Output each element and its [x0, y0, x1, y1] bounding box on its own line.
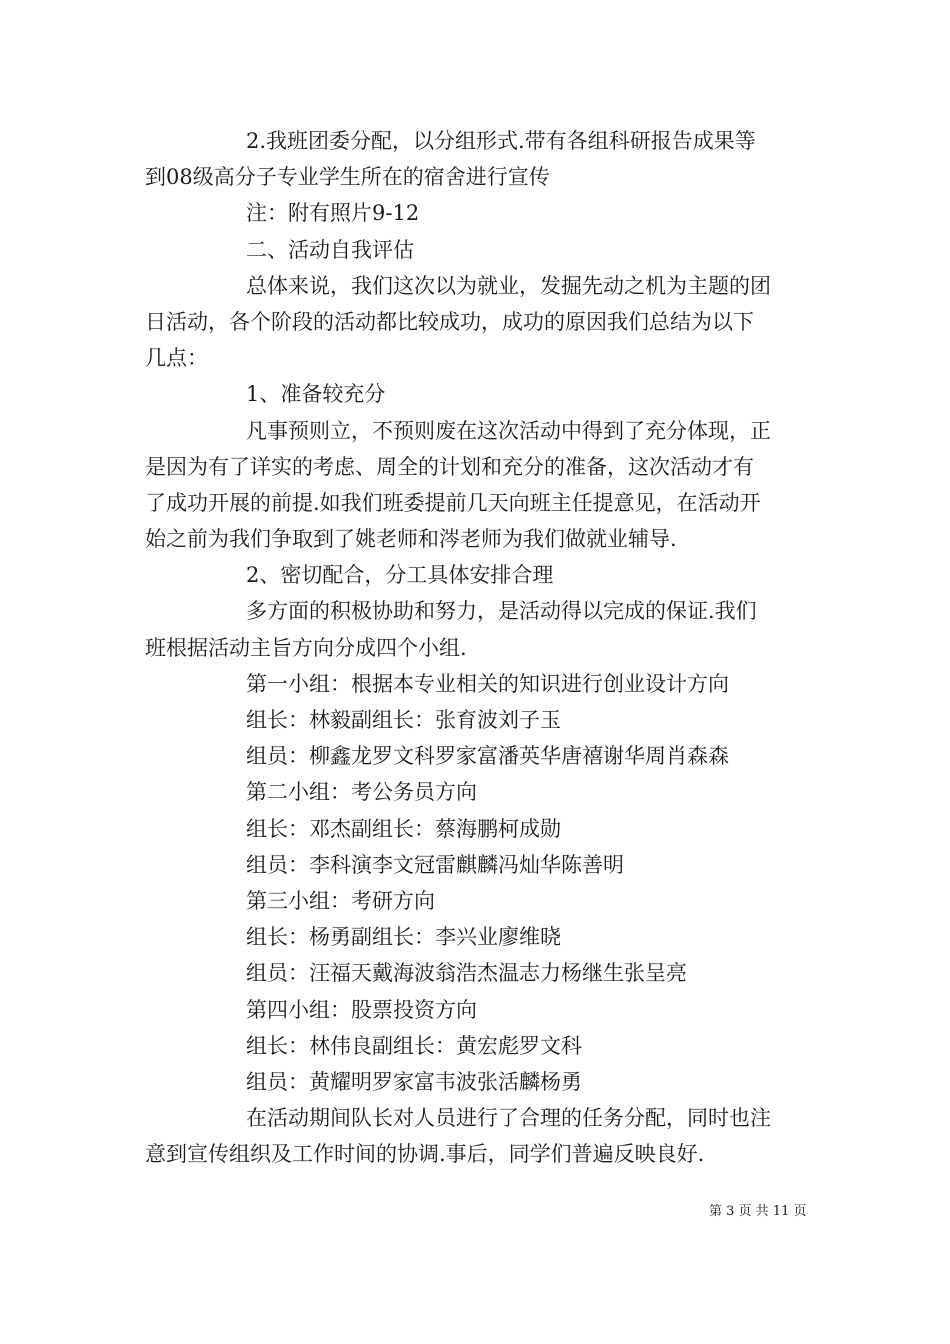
group-leaders: 组长：邓杰副组长：蔡海鹏柯成勋	[246, 816, 561, 841]
paragraph-line: 2.我班团委分配，以分组形式.带有各组科研报告成果等	[246, 129, 756, 153]
paragraph-line: 凡事预则立，不预则废在这次活动中得到了充分体现，正	[246, 418, 771, 443]
group-leaders: 组长：林毅副组长：张育波刘子玉	[246, 708, 561, 732]
paragraph-line: 在活动期间队长对人员进行了合理的任务分配，同时也注	[246, 1106, 771, 1131]
paragraph-line: 始之前为我们争取到了姚老师和涔老师为我们做就业辅导.	[145, 527, 677, 552]
group-members: 组员：柳鑫龙罗文科罗家富潘英华唐禧谢华周肖森森	[246, 744, 729, 769]
group-leaders: 组长：林伟良副组长：黄宏彪罗文科	[246, 1033, 582, 1058]
group-title: 第二小组：考公务员方向	[246, 780, 477, 805]
group-members: 组员：李科演李文冠雷麒麟冯灿华陈善明	[246, 852, 624, 877]
paragraph-line: 日活动，各个阶段的活动都比较成功，成功的原因我们总结为以下	[145, 309, 754, 334]
paragraph-line: 到08级高分子专业学生所在的宿舍进行宣传	[145, 165, 550, 190]
group-title: 第一小组：根据本专业相关的知识进行创业设计方向	[246, 671, 729, 696]
note-line: 注：附有照片9-12	[246, 201, 420, 226]
document-body	[145, 123, 810, 1172]
group-title: 第三小组：考研方向	[246, 888, 435, 913]
group-members: 组员：黄耀明罗家富韦波张活麟杨勇	[246, 1069, 582, 1094]
paragraph-line: 班根据活动主旨方向分成四个小组.	[145, 635, 467, 660]
subsection-heading: 2、密切配合，分工具体安排合理	[246, 563, 554, 588]
paragraph-line: 几点：	[145, 346, 208, 371]
group-leaders: 组长：杨勇副组长：李兴业廖维晓	[246, 925, 561, 950]
paragraph-line: 意到宣传组织及工作时间的协调.事后，同学们普遍反映良好.	[145, 1142, 705, 1167]
section-heading: 二、活动自我评估	[246, 237, 414, 262]
paragraph-line: 总体来说，我们这次以为就业，发掘先动之机为主题的团	[246, 273, 771, 298]
paragraph-line: 多方面的积极协助和努力，是活动得以完成的保证.我们	[246, 599, 757, 624]
page-number: 第 3 页 共 11 页	[709, 1204, 807, 1219]
group-title: 第四小组：股票投资方向	[246, 997, 477, 1022]
group-members: 组员：汪福天戴海波翁浩杰温志力杨继生张呈亮	[246, 961, 687, 986]
paragraph-line: 了成功开展的前提.如我们班委提前几天向班主任提意见，在活动开	[145, 490, 761, 515]
paragraph-line: 是因为有了详实的考虑、周全的计划和充分的准备，这次活动才有	[145, 454, 754, 479]
subsection-heading: 1、准备较充分	[246, 382, 386, 407]
